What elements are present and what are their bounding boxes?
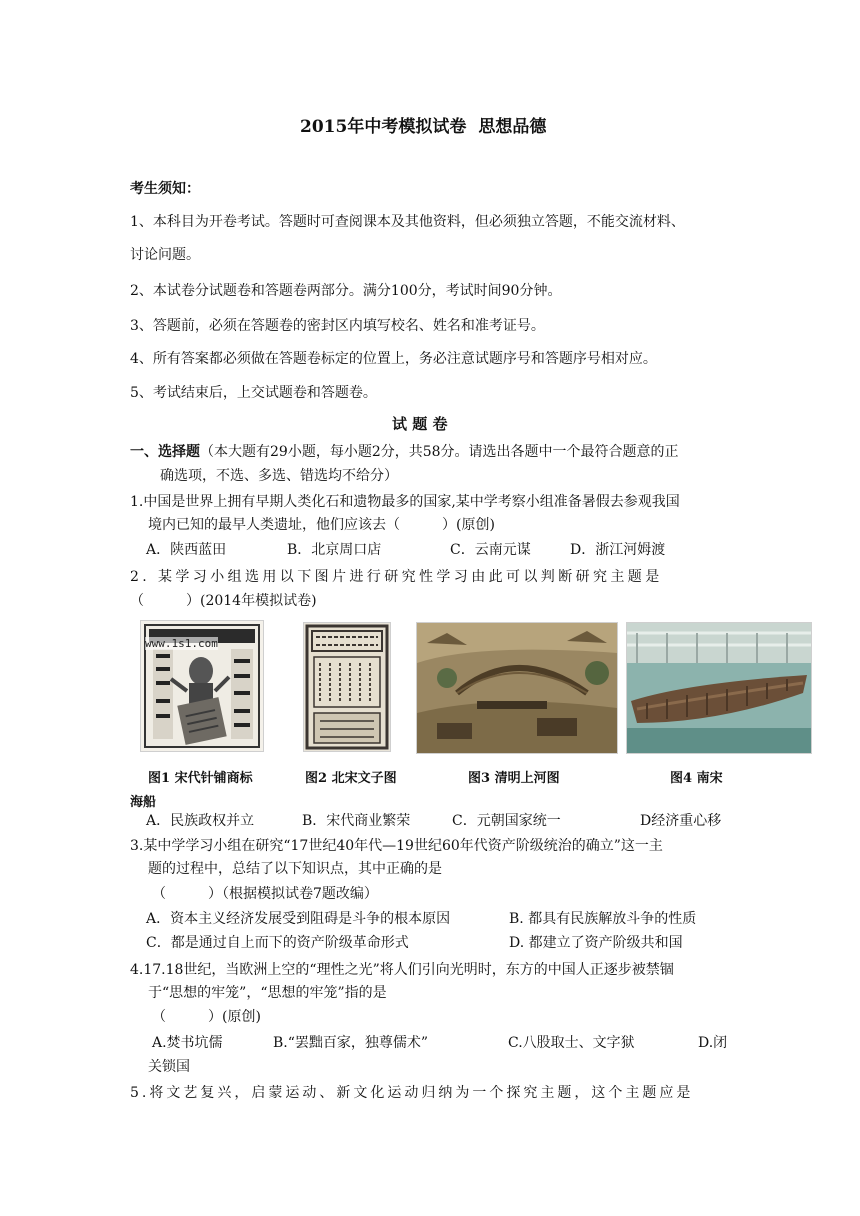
title-main: 2015年中考模拟试卷 bbox=[300, 117, 467, 137]
q3-stem: 3.某中学学习小组在研究“17世纪40年代—19世纪60年代资产阶级统治的确立”这一主 bbox=[130, 838, 663, 854]
section-heading bbox=[130, 443, 679, 461]
q3-option-c: C．都是通过自上而下的资产阶级革命形式 bbox=[146, 935, 409, 951]
notice-item: 3、答题前，必须在答题卷的密封区内填写校名、姓名和准考证号。 bbox=[130, 318, 545, 334]
q2-stem-2: （ ）(2014年模拟试卷) bbox=[130, 593, 317, 609]
title-subject: 思想品德 bbox=[478, 117, 547, 137]
section-desc: （本大题有29小题，每小题2分，共58分。请选出各题中一个最符合题意的正 bbox=[200, 444, 679, 460]
q4-option-c: C.八股取士、文字狱 bbox=[508, 1035, 635, 1051]
q1-option-d: D．浙江河姆渡 bbox=[570, 542, 666, 558]
figure-3-caption: 图3 清明上河图 bbox=[468, 771, 560, 786]
notice-item: 1、本科目为开卷考试。答题时可查阅课本及其他资料，但必须独立答题，不能交流材料、 bbox=[130, 214, 685, 230]
notice-item: 讨论问题。 bbox=[130, 247, 200, 263]
figure-4-caption-wrap: 海船 bbox=[130, 795, 157, 810]
q2-stem bbox=[130, 568, 730, 586]
figure-4-caption: 图4 南宋 bbox=[670, 771, 723, 786]
q4-option-d: D.闭 bbox=[698, 1035, 728, 1051]
figure-1-trademark-image bbox=[140, 620, 264, 752]
q4-option-b: B.“罢黜百家，独尊儒术” bbox=[273, 1035, 429, 1051]
q2-option-d: D经济重心移 bbox=[640, 813, 722, 829]
q3-option-a: A．资本主义经济发展受到阻碍是斗争的根本原因 bbox=[146, 911, 451, 927]
section-desc-wrap: 确选项，不选、多选、错选均不给分） bbox=[160, 468, 398, 484]
q4-stem-3: （ ）(原创) bbox=[152, 1009, 261, 1025]
q2-stem-text: 2. 某学习小组选用以下图片进行研究性学习由此可以判断研究主题是 bbox=[130, 569, 663, 585]
q4-option-d-wrap: 关锁国 bbox=[148, 1059, 190, 1075]
q2-option-c: C．元朝国家统一 bbox=[452, 813, 561, 829]
notice-item: 5、考试结束后，上交试题卷和答题卷。 bbox=[130, 385, 377, 401]
figure-2-banknote-image bbox=[303, 622, 391, 752]
notice-item: 4、所有答案都必须做在答题卷标定的位置上，务必注意试题序号和答题序号相对应。 bbox=[130, 351, 657, 367]
notice-item: 2、本试卷分试题卷和答题卷两部分。满分100分，考试时间90分钟。 bbox=[130, 283, 562, 299]
page-title bbox=[300, 118, 546, 136]
notice-heading: 考生须知： bbox=[130, 181, 200, 197]
section-heading-label: 一、选择题 bbox=[130, 444, 200, 460]
paper-title: 试 题 卷 bbox=[392, 415, 448, 433]
q4-stem-2: 于“思想的牢笼”，“思想的牢笼”指的是 bbox=[148, 985, 387, 1001]
figure-2-caption: 图2 北宋文子图 bbox=[305, 771, 397, 786]
q4-option-a: A.焚书坑儒 bbox=[152, 1035, 223, 1051]
q3-stem-2: 题的过程中，总结了以下知识点，其中正确的是 bbox=[148, 861, 442, 877]
q1-stem-2: 境内已知的最早人类遗址，他们应该去（ ）(原创) bbox=[148, 517, 495, 533]
q3-stem-3: （ ）（根据模拟试卷7题改编） bbox=[152, 886, 378, 902]
q5-stem: 5.将文艺复兴，启蒙运动、新文化运动归纳为一个探究主题，这个主题应是 bbox=[130, 1085, 694, 1101]
figure-1-caption: 图1 宋代针铺商标 bbox=[148, 771, 253, 786]
q2-option-b: B．宋代商业繁荣 bbox=[302, 813, 411, 829]
figure-1-watermark: www.1s1.com bbox=[145, 637, 218, 650]
q1-option-a: A．陕西蓝田 bbox=[146, 542, 227, 558]
q4-stem: 4.17.18世纪，当欧洲上空的“理性之光”将人们引向光明时，东方的中国人正逐步被禁锢 bbox=[130, 962, 674, 978]
q2-option-a: A．民族政权并立 bbox=[146, 813, 255, 829]
q3-option-b: B. 都具有民族解放斗争的性质 bbox=[509, 911, 697, 927]
figure-4-ship-image bbox=[626, 622, 812, 754]
q1-option-b: B．北京周口店 bbox=[287, 542, 382, 558]
q1-stem: 1.中国是世界上拥有早期人类化石和遗物最多的国家,某中学考察小组准备暑假去参观我国 bbox=[130, 494, 680, 510]
figure-3-qingming-painting-image bbox=[416, 622, 618, 754]
q1-option-c: C．云南元谋 bbox=[450, 542, 531, 558]
q3-option-d: D. 都建立了资产阶级共和国 bbox=[509, 935, 683, 951]
